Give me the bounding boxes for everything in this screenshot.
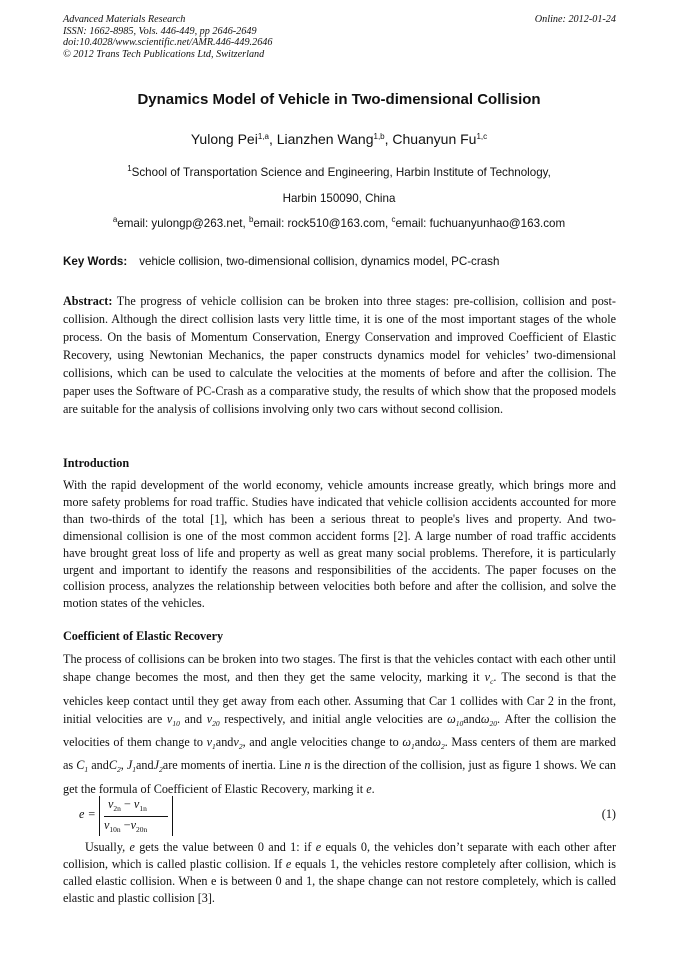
introduction-text: With the rapid development of the world economy, vehicle amounts increase greatly, which brings more and more safety problems for road traffic. Studies have indicated that vehicle collision accidents accounted for more than two-thirds of the total [1], which has been a serious threat to people's lives and property. And two-dimensional collision is one of the most common accident forms [2]. A large number of road traffic accidents have brought great loss of life and property as well as great many social problems. Therefore, it is particularly urgent and important to identify the reasons and responsibilities of the accidents. The paper focuses on the collision process, analyzes the relationship between velocities both before and after the collision, and solve the motion states of the vehicles.: [63, 478, 616, 611]
subscript: 20: [489, 718, 497, 728]
subscript: 2n: [113, 804, 121, 813]
author-name: Lianzhen Wang: [276, 131, 374, 147]
subscript: 2: [159, 765, 163, 775]
text-run: and: [179, 711, 207, 726]
keywords-text: vehicle collision, two-dimensional collision, dynamics model, PC-crash: [139, 255, 500, 268]
symbol: C: [108, 758, 117, 773]
text-run: and: [463, 711, 481, 726]
author-affiliation-mark: 1,b: [373, 132, 385, 141]
email-b: email: rock510@163.com,: [253, 217, 392, 230]
text-run: is the direction of the collision, just as figure 1 shows. We can get the formula of Coefficient of Elastic Recovery, marking it: [63, 758, 616, 796]
text-run: , and angle velocities change to: [242, 735, 403, 750]
symbol: v: [206, 735, 213, 750]
equation-1: [79, 796, 616, 838]
symbol: v: [133, 797, 140, 811]
subscript: 2: [116, 765, 121, 775]
subscript: 10n: [109, 825, 121, 834]
journal-name: Advanced Materials Research: [63, 14, 186, 25]
text-run: and: [215, 735, 234, 750]
symbol-v10: [167, 712, 180, 726]
symbol-C2: [108, 758, 121, 775]
copyright-line: © 2012 Trans Tech Publications Ltd, Switzerland: [63, 48, 265, 60]
issn-line: ISSN: 1662-8985, Vols. 446-449, pp 2646-2649: [63, 25, 257, 37]
text-run: gets the value between 0 and 1: if: [134, 840, 316, 854]
author-name: Yulong Pei: [190, 131, 258, 147]
affiliation-mark: 1: [127, 164, 132, 173]
email-mark-b: b: [248, 215, 254, 224]
symbol-w1: [402, 735, 415, 752]
text-run: .: [371, 781, 375, 796]
subscript: 10: [455, 718, 464, 728]
abstract: [63, 292, 616, 418]
introduction-heading: Introduction: [63, 456, 130, 470]
text-run: equals 1, the vehicles restore completely after collision, which is called elastic collision. When e is between 0 and 1, the shape change can not restore completely, which is called elastic and plastic collision [3].: [63, 856, 616, 905]
email-mark-c: c: [391, 215, 396, 224]
text-run: . After the collision the velocities of them change to: [63, 711, 616, 750]
symbol-w20: [481, 712, 497, 726]
affiliation-line-1: [0, 166, 678, 179]
symbol-w2: [432, 735, 445, 752]
symbol: v: [104, 818, 110, 832]
coefficient-text: [63, 650, 616, 798]
text-run: and: [414, 735, 433, 750]
equation-lhs: e =: [79, 807, 96, 821]
subscript: 1: [410, 742, 415, 752]
equation-number: (1): [601, 807, 616, 821]
coefficient-heading: Coefficient of Elastic Recovery: [63, 629, 224, 643]
symbol-J1: [126, 758, 136, 775]
abstract-label: Abstract:: [63, 294, 113, 308]
symbol: C: [76, 758, 85, 773]
email-mark-a: a: [112, 215, 118, 224]
symbol: v: [233, 735, 239, 750]
symbol: ω: [480, 711, 490, 726]
subscript: c: [490, 677, 494, 687]
email-line: [0, 217, 678, 230]
symbol-v1: [206, 735, 216, 752]
subscript: 1: [132, 765, 136, 775]
text-run: ,: [120, 758, 127, 773]
symbol: ω: [447, 711, 456, 726]
text-run: equals 0, the vehicles don’t separate with each other after collision, which is called plastic collision. If: [63, 840, 616, 871]
symbol: ω: [402, 735, 411, 750]
symbol-v2: [233, 735, 243, 752]
author-affiliation-mark: 1,a: [257, 132, 269, 141]
symbol-w10: [447, 712, 463, 726]
keywords: [63, 255, 616, 268]
text-run: are moments of inertia. Line: [162, 758, 305, 773]
online-date: Online: 2012-01-24: [534, 14, 616, 25]
symbol: v: [166, 711, 173, 726]
symbol: ω: [432, 735, 441, 750]
symbol-C1: [76, 758, 89, 775]
fraction-bar: [104, 816, 168, 817]
author-list: [0, 131, 678, 147]
symbol-e: e: [315, 840, 322, 854]
symbol-v20: [207, 712, 220, 726]
subscript: 1n: [139, 804, 147, 813]
subscript: 20: [212, 718, 220, 728]
subscript: 20n: [136, 825, 148, 834]
subscript: 1: [212, 742, 216, 752]
abstract-text: The progress of vehicle collision can be broken into three stages: pre-collision, collision and post-collision. Although the direct collision lasts very little time, it is one of the most important stages of the whole process. On the basis of Momentum Conservation, Energy Conservation and improved Coefficient of Elastic Recovery, using Newtonian Mechanics, the paper constructs dynamics model for vehicles’ two-dimensional collisions, which can be used to calculate the velocities at the moments of before and after the collision. The paper uses the Software of PC-Crash as a comparative study, the results of which show that the proposed models are suitable for the analysis of collisions involving only two cars without second collision.: [63, 294, 616, 416]
denominator: [104, 818, 147, 834]
symbol-e: e: [129, 840, 135, 854]
author-separator: ,: [268, 131, 277, 147]
subscript: 2: [440, 742, 445, 752]
subscript: 2: [238, 742, 243, 752]
symbol-n: n: [304, 758, 311, 773]
page-header: [63, 14, 616, 60]
author-affiliation-mark: 1,c: [476, 132, 488, 141]
numerator: [108, 797, 147, 813]
symbol: v: [108, 797, 114, 811]
paper-title: Dynamics Model of Vehicle in Two-dimensional Collision: [137, 91, 541, 108]
symbol-e: e: [285, 856, 292, 871]
email-c: email: fuchuanyunhao@163.com: [395, 217, 566, 230]
text-run: Usually,: [85, 840, 130, 854]
text-run: . Mass centers of them are marked as: [63, 735, 617, 773]
author-name: Chuanyun Fu: [392, 131, 477, 147]
operator: −: [120, 797, 134, 811]
keywords-label: Key Words:: [63, 255, 128, 268]
doi-line: doi:10.4028/www.scientific.net/AMR.446-449.2646: [63, 37, 273, 49]
operator: −: [120, 818, 131, 832]
symbol-e: e: [366, 781, 372, 796]
symbol-J2: [153, 758, 163, 775]
text-run: respectively, and initial angle velocities are: [219, 711, 448, 726]
symbol: J: [126, 758, 133, 773]
symbol: v: [130, 818, 137, 832]
author-separator: ,: [384, 131, 393, 147]
affiliation-text: School of Transportation Science and Engineering, Harbin Institute of Technology,: [131, 166, 551, 179]
affiliation-line-2: Harbin 150090, China: [282, 192, 396, 205]
symbol: J: [153, 758, 160, 773]
symbol: v: [484, 670, 491, 685]
text-run: and: [136, 758, 154, 773]
text-run: The process of collisions can be broken into two stages. The first is that the vehicles contact with each other until shape change becomes the most, and then they get the same velocity, marking it: [63, 652, 616, 685]
subscript: 1: [84, 765, 89, 775]
text-run: and: [88, 758, 109, 773]
text-run: . The second is that the vehicles keep contact until they get away from each other. Assuming that Car 1 collides with Car 2 in the front, initial velocities are: [63, 670, 616, 726]
subscript: 10: [172, 718, 180, 728]
absolute-value-fraction: [99, 796, 173, 836]
paragraph-elastic-coefficient: [63, 839, 616, 907]
symbol: v: [206, 711, 213, 726]
email-a: email: yulongp@263.net,: [117, 217, 249, 230]
